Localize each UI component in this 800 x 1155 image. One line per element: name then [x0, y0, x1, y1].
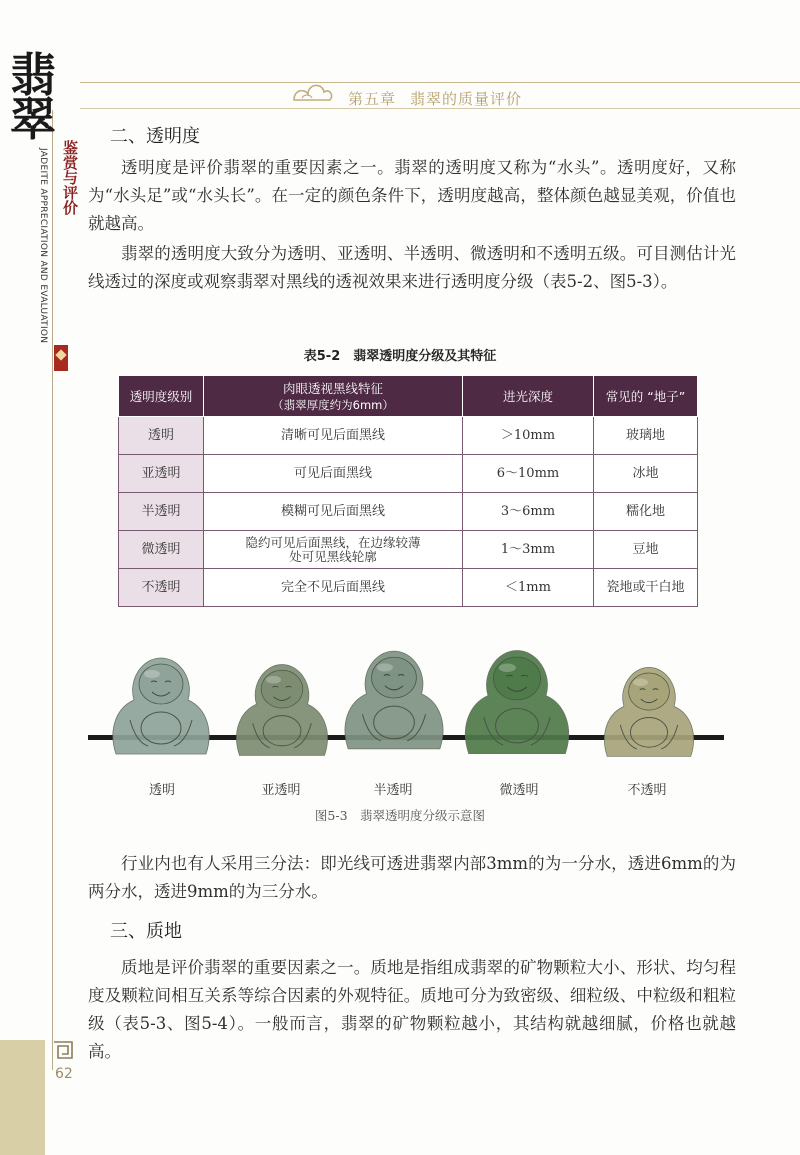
table-row — [119, 531, 698, 569]
book-subtitle: 鉴赏与评价 — [61, 140, 79, 215]
jade-pendant-translucent — [338, 640, 450, 758]
margin-band — [0, 1040, 45, 1155]
jade-pendant-transparent — [106, 650, 216, 760]
table-row — [119, 569, 698, 607]
cell-level: 亚透明 — [119, 455, 204, 493]
header-ground: 常见的 “地子” — [594, 376, 698, 417]
transparency-table — [118, 375, 698, 607]
cell-depth: 6～10mm — [463, 455, 594, 493]
book-english-title: JADEITE APPRECIATION AND EVALUATION — [38, 148, 48, 344]
cell-ground: 糯化地 — [594, 493, 698, 531]
logo-char-1: 翡 — [10, 48, 56, 102]
cell-feature: 完全不见后面黑线 — [204, 569, 463, 607]
figure-label-transparent: 透明 — [148, 783, 175, 798]
cell-feature: 模糊可见后面黑线 — [204, 493, 463, 531]
header-level: 透明度级别 — [119, 376, 204, 417]
section-heading-transparency: 二、透明度 — [110, 126, 200, 147]
cell-ground: 冰地 — [594, 455, 698, 493]
paragraph-transparency-2: 翡翠的透明度大致分为透明、亚透明、半透明、微透明和不透明五级。可目测估计光线透过的深度或观察翡翠对黑线的透视效果来进行透明度分级（表5-2、图5-3）。 — [88, 244, 736, 291]
header-title: 翡翠的质量评价 — [410, 90, 523, 108]
figure-label-translucent: 半透明 — [373, 783, 413, 798]
cell-ground: 豆地 — [594, 531, 698, 569]
table-title: 表5-2 翡翠透明度分级及其特征 — [303, 349, 497, 364]
cell-depth: ＞10mm — [463, 417, 594, 455]
paragraph-three-grade: 行业内也有人采用三分法：即光线可透进翡翠内部3mm的为一分水，透进6mm的为两分水，透进9mm的为三分水。 — [88, 854, 736, 901]
cell-feature: 可见后面黑线 — [204, 455, 463, 493]
figure-label-slightly-transparent: 微透明 — [499, 783, 539, 798]
table-row — [119, 417, 698, 455]
running-header — [348, 88, 536, 109]
figure-label-subtransparent: 亚透明 — [261, 783, 301, 798]
pendant-shape — [113, 658, 209, 754]
header-chapter: 第五章 — [348, 90, 397, 108]
fret-ornament-icon — [52, 1040, 74, 1060]
header-feature — [204, 376, 463, 417]
figure-caption: 图5-3 翡翠透明度分级示意图 — [314, 808, 486, 823]
cell-level: 不透明 — [119, 569, 204, 607]
table-row — [119, 493, 698, 531]
header-feature-line1: 肉眼透视黑线特征 — [282, 381, 383, 396]
cell-depth: 1～3mm — [463, 531, 594, 569]
cell-ground: 瓷地或干白地 — [594, 569, 698, 607]
page-number: 62 — [55, 1066, 73, 1082]
cell-feature: 清晰可见后面黑线 — [204, 417, 463, 455]
cloud-ornament-icon — [290, 74, 336, 106]
cell-feature: 隐约可见后面黑线，在边缘较薄处可见黑线轮廓 — [204, 531, 463, 569]
header-rule — [80, 82, 800, 83]
cell-ground: 玻璃地 — [594, 417, 698, 455]
jade-pendant-slightly-transparent — [458, 640, 576, 762]
cell-depth: 3～6mm — [463, 493, 594, 531]
cell-level: 半透明 — [119, 493, 204, 531]
header-depth: 进光深度 — [463, 376, 594, 417]
cell-depth: ＜1mm — [463, 569, 594, 607]
header-feature-line2: （翡翠厚度约为6mm） — [272, 398, 394, 412]
paragraph-texture: 质地是评价翡翠的重要因素之一。质地是指组成翡翠的矿物颗粒大小、形状、均匀程度及颗粒间相互关系等综合因素的外观特征。质地可分为致密级、细粒级、中粒级和粗粒级（表5-3、图5-4）。一般而言，翡翠的矿物颗粒越小，其结构就越细腻，价格也就越高。 — [88, 958, 736, 1061]
section-heading-texture: 三、质地 — [110, 921, 182, 942]
table-header-row — [119, 376, 698, 417]
paragraph-transparency-1: 透明度是评价翡翠的重要因素之一。翡翠的透明度又称为“水头”。透明度好，又称为“水头足”或“水头长”。在一定的颜色条件下，透明度越高，整体颜色越显美观，价值也就越高。 — [88, 158, 736, 233]
figure-label-opaque: 不透明 — [627, 783, 667, 798]
cell-level: 透明 — [119, 417, 204, 455]
logo-char-2: 翠 — [10, 92, 56, 146]
jade-pendant-opaque — [598, 660, 700, 762]
jade-pendant-subtransparent — [228, 657, 336, 761]
margin-rule — [52, 110, 53, 1070]
table-row — [119, 455, 698, 493]
cell-level: 微透明 — [119, 531, 204, 569]
